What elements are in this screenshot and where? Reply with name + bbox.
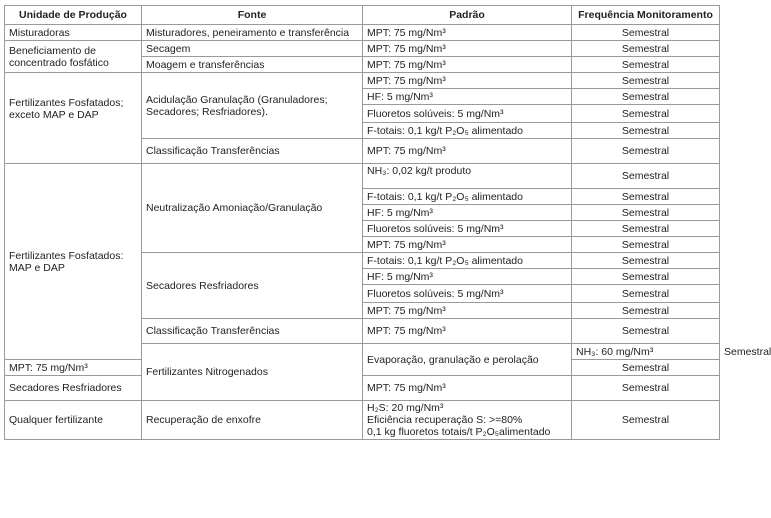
source-cell: Evaporação, granulação e perolação: [363, 344, 572, 376]
source-cell: Secagem: [142, 41, 363, 57]
frequency-cell: Semestral: [572, 139, 720, 164]
standard-cell: F-totais: 0,1 kg/t P₂O₅ alimentado: [363, 123, 572, 139]
frequency-cell: Semestral: [572, 376, 720, 401]
table-row: [5, 401, 720, 440]
unit-cell: Misturadoras: [5, 25, 142, 41]
standard-cell: MPT: 75 mg/Nm³: [363, 41, 572, 57]
frequency-cell: Semestral: [572, 237, 720, 253]
emission-standards-table: [4, 5, 771, 440]
header-unit: Unidade de Produção: [5, 6, 142, 25]
unit-cell: Qualquer fertilizante: [5, 401, 142, 440]
frequency-cell: Semestral: [572, 319, 720, 344]
frequency-cell: Semestral: [572, 57, 720, 73]
standard-cell: HF: 5 mg/Nm³: [363, 269, 572, 285]
standard-line: H₂S: 20 mg/Nm³: [367, 402, 444, 414]
frequency-cell: Semestral: [572, 205, 720, 221]
frequency-cell: Semestral: [572, 401, 720, 440]
header-standard: Padrão: [363, 6, 572, 25]
source-cell: Secadores Resfriadores: [142, 253, 363, 319]
frequency-cell: Semestral: [572, 41, 720, 57]
frequency-cell: Semestral: [572, 285, 720, 303]
frequency-cell: Semestral: [572, 303, 720, 319]
standard-cell: MPT: 75 mg/Nm³: [363, 25, 572, 41]
source-cell: Misturadores, peneiramento e transferência: [142, 25, 363, 41]
table-row: [5, 164, 720, 189]
header-frequency: Frequência Monitoramento: [572, 6, 720, 25]
standard-cell-multiline: [363, 401, 572, 440]
frequency-cell: Semestral: [572, 123, 720, 139]
table-row: [5, 41, 720, 57]
frequency-cell: Semestral: [572, 105, 720, 123]
frequency-cell: Semestral: [572, 221, 720, 237]
standard-cell: MPT: 75 mg/Nm³: [363, 57, 572, 73]
standard-cell: MPT: 75 mg/Nm³: [363, 303, 572, 319]
standard-cell: MPT: 75 mg/Nm³: [5, 360, 142, 376]
source-cell: Neutralização Amoniação/Granulação: [142, 164, 363, 253]
standard-cell: MPT: 75 mg/Nm³: [363, 376, 572, 401]
standard-cell: HF: 5 mg/Nm³: [363, 205, 572, 221]
unit-cell: Fertilizantes Fosfatados; exceto MAP e DAP: [5, 73, 142, 164]
source-cell: Recuperação de enxofre: [142, 401, 363, 440]
standard-cell: MPT: 75 mg/Nm³: [363, 73, 572, 89]
frequency-cell: Semestral: [572, 25, 720, 41]
table-row: [5, 73, 720, 89]
standard-cell: NH₃: 0,02 kg/t produto: [363, 164, 572, 189]
standard-line: Eficiência recuperação S: >=80%: [367, 414, 523, 426]
header-source: Fonte: [142, 6, 363, 25]
frequency-cell: Semestral: [572, 253, 720, 269]
standard-cell: HF: 5 mg/Nm³: [363, 89, 572, 105]
frequency-cell: Semestral: [572, 164, 720, 189]
standard-cell: MPT: 75 mg/Nm³: [363, 237, 572, 253]
frequency-cell: Semestral: [572, 89, 720, 105]
unit-cell: Fertilizantes Fosfatados: MAP e DAP: [5, 164, 142, 360]
unit-cell: Beneficiamento de concentrado fosfático: [5, 41, 142, 73]
unit-cell: Fertilizantes Nitrogenados: [142, 344, 363, 401]
frequency-cell: Semestral: [572, 189, 720, 205]
standard-cell: MPT: 75 mg/Nm³: [363, 319, 572, 344]
frequency-cell: Semestral: [572, 73, 720, 89]
source-cell: Classificação Transferências: [142, 319, 363, 344]
source-cell: Secadores Resfriadores: [5, 376, 142, 401]
standard-cell: MPT: 75 mg/Nm³: [363, 139, 572, 164]
standard-cell: NH₃: 60 mg/Nm³: [572, 344, 720, 360]
standard-cell: F-totais: 0,1 kg/t P₂O₅ alimentado: [363, 189, 572, 205]
header-row: [5, 6, 720, 25]
source-cell: Classificação Transferências: [142, 139, 363, 164]
table-row: [5, 25, 720, 41]
standard-line: 0,1 kg fluoretos totais/t P₂O₅alimentado: [367, 426, 551, 438]
source-cell: Moagem e transferências: [142, 57, 363, 73]
frequency-cell: Semestral: [572, 360, 720, 376]
table-row: [5, 376, 720, 401]
standard-cell: Fluoretos solúveis: 5 mg/Nm³: [363, 285, 572, 303]
frequency-cell: Semestral: [572, 269, 720, 285]
table-row: Fertilizantes Nitrogenados Evaporação, granulação e perolação NH₃: 60 mg/Nm³ Semestral: [5, 344, 720, 360]
standard-cell: Fluoretos solúveis: 5 mg/Nm³: [363, 221, 572, 237]
standard-cell: Fluoretos solúveis: 5 mg/Nm³: [363, 105, 572, 123]
standard-cell: F-totais: 0,1 kg/t P₂O₅ alimentado: [363, 253, 572, 269]
source-cell: Acidulação Granulação (Granuladores; Secadores; Resfriadores).: [142, 73, 363, 139]
